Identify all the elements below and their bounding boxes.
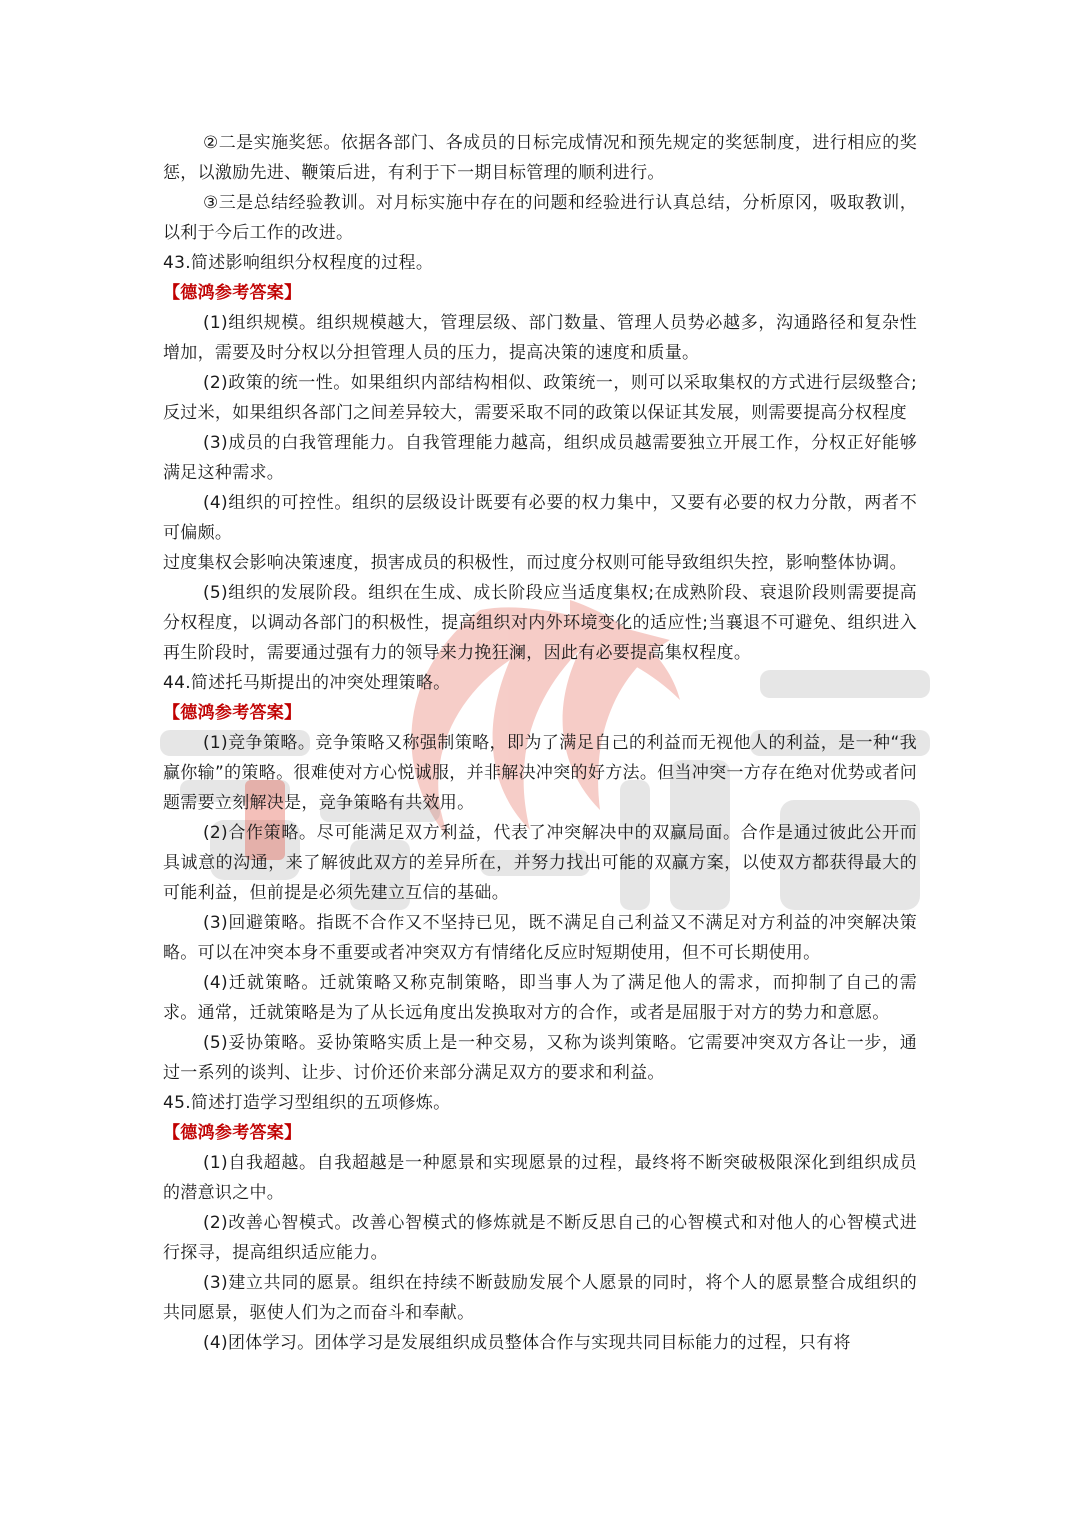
answer-label: 【德鸿参考答案】	[163, 283, 302, 303]
answer-note: 过度集权会影响决策速度，损害成员的积极性，而过度分权则可能导致组织失控，影响整体协调。	[163, 553, 907, 573]
question-heading: 45.简述打造学习型组织的五项修炼。	[163, 1093, 451, 1113]
question-heading: 44.简述托马斯提出的冲突处理策略。	[163, 673, 451, 693]
answer-item: (5)妥协策略。妥协策略实质上是一种交易，又称为谈判策略。它需要冲突双方各让一步，通过一系列的谈判、让步、讨价还价来部分满足双方的要求和利益。	[163, 1033, 917, 1083]
answer-item: (3)建立共同的愿景。组织在持续不断鼓励发展个人愿景的同时，将个人的愿景整合成组织的共同愿景，驱使人们为之而奋斗和奉献。	[163, 1273, 917, 1323]
answer-item: (1)竞争策略。竞争策略又称强制策略，即为了满足自己的利益而无视他人的利益，是一种“我赢你输”的策略。很难使对方心悦诚服，并非解决冲突的好方法。但当冲突一方存在绝对优势或者问题需要立刻解决是，竞争策略有共效用。	[163, 733, 917, 813]
answer-item: (4)组织的可控性。组织的层级设计既要有必要的权力集中，又要有必要的权力分散，两者不可偏颇。	[163, 493, 917, 543]
answer-item: (5)组织的发展阶段。组织在生成、成长阶段应当适度集权;在成熟阶段、衰退阶段则需要提高分权程度，以调动各部门的积极性，提高组织对内外环境变化的适应性;当襄退不可避免、组织进入再生阶段时，需要通过强有力的领导来力挽狂澜，因此有必要提高集权程度。	[163, 583, 917, 663]
answer-item: (2)政策的统一性。如果组织内部结构相似、政策统一，则可以采取集权的方式进行层级整合;反过米，如果组织各部门之间差异较大，需要采取不同的政策以保证其发展，则需要提高分权程度	[163, 373, 917, 423]
answer-item: (2)改善心智模式。改善心智模式的修炼就是不断反思自己的心智模式和对他人的心智模式进行探寻，提高组织适应能力。	[163, 1213, 917, 1263]
answer-item: (4)团体学习。团体学习是发展组织成员整体合作与实现共同目标能力的过程，只有将	[203, 1333, 851, 1353]
answer-label: 【德鸿参考答案】	[163, 703, 302, 723]
answer-item: (2)合作策略。尽可能满足双方利益，代表了冲突解决中的双赢局面。合作是通过彼此公开而具诚意的沟通，来了解彼此双方的差异所在，并努力找出可能的双赢方案，以使双方都获得最大的可能利益，但前提是必须先建立互信的基础。	[163, 823, 917, 903]
answer-item: (3)回避策略。指既不合作又不坚持已见，既不满足自己利益又不满足对方利益的冲突解决策略。可以在冲突本身不重要或者冲突双方有情绪化反应时短期使用，但不可长期使用。	[163, 913, 917, 963]
answer-item: (1)组织规模。组织规模越大，管理层级、部门数量、管理人员势必越多，沟通路径和复杂性增加，需要及时分权以分担管理人员的压力，提高决策的速度和质量。	[163, 313, 917, 363]
document-body	[163, 128, 917, 1358]
answer-label: 【德鸿参考答案】	[163, 1123, 302, 1143]
answer-item: (3)成员的白我管理能力。自我管理能力越高，组织成员越需要独立开展工作，分权正好能够满足这种需求。	[163, 433, 917, 483]
answer-item: (4)迁就策略。迁就策略又称克制策略，即当事人为了满足他人的需求，而抑制了自己的需求。通常，迁就策略是为了从长远角度出发换取对方的合作，或者是屈服于对方的势力和意愿。	[163, 973, 917, 1023]
question-heading: 43.简述影响组织分权程度的过程。	[163, 253, 434, 273]
answer-item: (1)自我超越。自我超越是一种愿景和实现愿景的过程，最终将不断突破极限深化到组织成员的潜意识之中。	[163, 1153, 917, 1203]
answer-item: ③三是总结经验教训。对月标实施中存在的问题和经验进行认真总结，分析原冈，吸取教训，以利于今后工作的改进。	[163, 193, 917, 243]
answer-item: ②二是实施奖惩。依据各部门、各成员的日标完成情况和预先规定的奖惩制度，进行相应的奖惩，以激励先进、鞭策后进，有利于下一期目标管理的顺利进行。	[163, 133, 917, 183]
